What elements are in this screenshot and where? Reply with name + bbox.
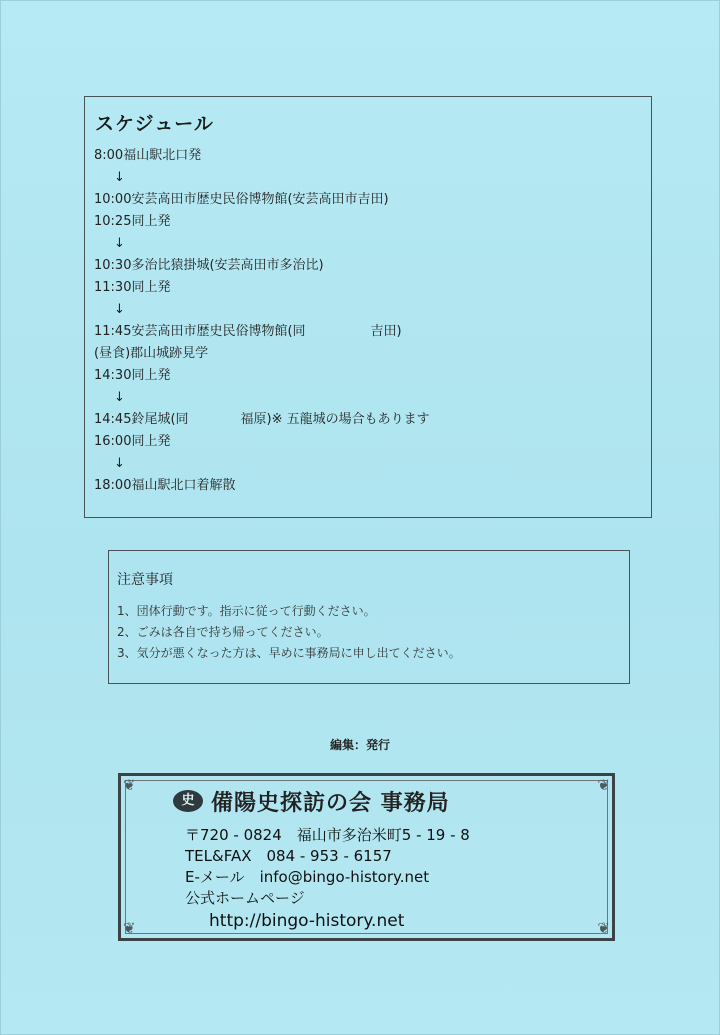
office-card — [118, 773, 615, 941]
note-item: 3、気分が悪くなった方は、早めに事務局に申し出てください。 — [117, 646, 461, 660]
schedule-line: 11:45安芸高田市歴史民俗博物館(同 吉田) — [94, 324, 402, 339]
corner-ornament-icon: ❦ — [123, 776, 136, 794]
schedule-line: 16:00同上発 — [94, 434, 171, 449]
schedule-line: 14:45鈴尾城(同 福原)※ 五龍城の場合もあります — [94, 412, 430, 427]
note-item: 2、ごみは各自で持ち帰ってください。 — [117, 625, 329, 639]
schedule-line: 10:25同上発 — [94, 214, 171, 229]
notes-box — [108, 550, 630, 684]
schedule-box — [84, 96, 652, 518]
down-arrow-icon: ↓ — [114, 456, 125, 471]
schedule-title: スケジュール — [95, 113, 214, 135]
notes-list — [117, 601, 461, 664]
schedule-list — [94, 145, 643, 497]
office-contact — [185, 825, 470, 933]
down-arrow-icon: ↓ — [114, 236, 125, 251]
homepage-url: http://bingo-history.net — [209, 911, 405, 931]
schedule-line: 8:00福山駅北口発 — [94, 148, 202, 163]
society-logo-icon: 史 — [173, 790, 203, 812]
homepage-label: 公式ホームページ — [185, 889, 305, 907]
corner-ornament-icon: ❦ — [123, 919, 136, 937]
office-name: 備陽史探訪の会 事務局 — [211, 791, 450, 816]
down-arrow-icon: ↓ — [114, 302, 125, 317]
schedule-line: 18:00福山駅北口着解散 — [94, 478, 236, 493]
schedule-line: 11:30同上発 — [94, 280, 171, 295]
schedule-line: 10:30多治比猿掛城(安芸高田市多治比) — [94, 258, 324, 273]
note-item: 1、団体行動です。指示に従って行動ください。 — [117, 604, 376, 618]
tel-fax: TEL&FAX 084 - 953 - 6157 — [185, 847, 392, 865]
notes-title: 注意事項 — [117, 572, 173, 588]
down-arrow-icon: ↓ — [114, 390, 125, 405]
corner-ornament-icon: ❦ — [597, 919, 610, 937]
editor-label: 編集：発行 — [329, 738, 390, 752]
postal-address: 〒720 - 0824 福山市多治米町5 - 19 - 8 — [185, 826, 470, 844]
schedule-line: 10:00安芸高田市歴史民俗博物館(安芸高田市吉田) — [94, 192, 389, 207]
schedule-line: 14:30同上発 — [94, 368, 171, 383]
down-arrow-icon: ↓ — [114, 170, 125, 185]
corner-ornament-icon: ❦ — [597, 776, 610, 794]
schedule-line: (昼食)郡山城跡見学 — [94, 346, 209, 361]
email-address: E-メール info@bingo-history.net — [185, 868, 430, 886]
